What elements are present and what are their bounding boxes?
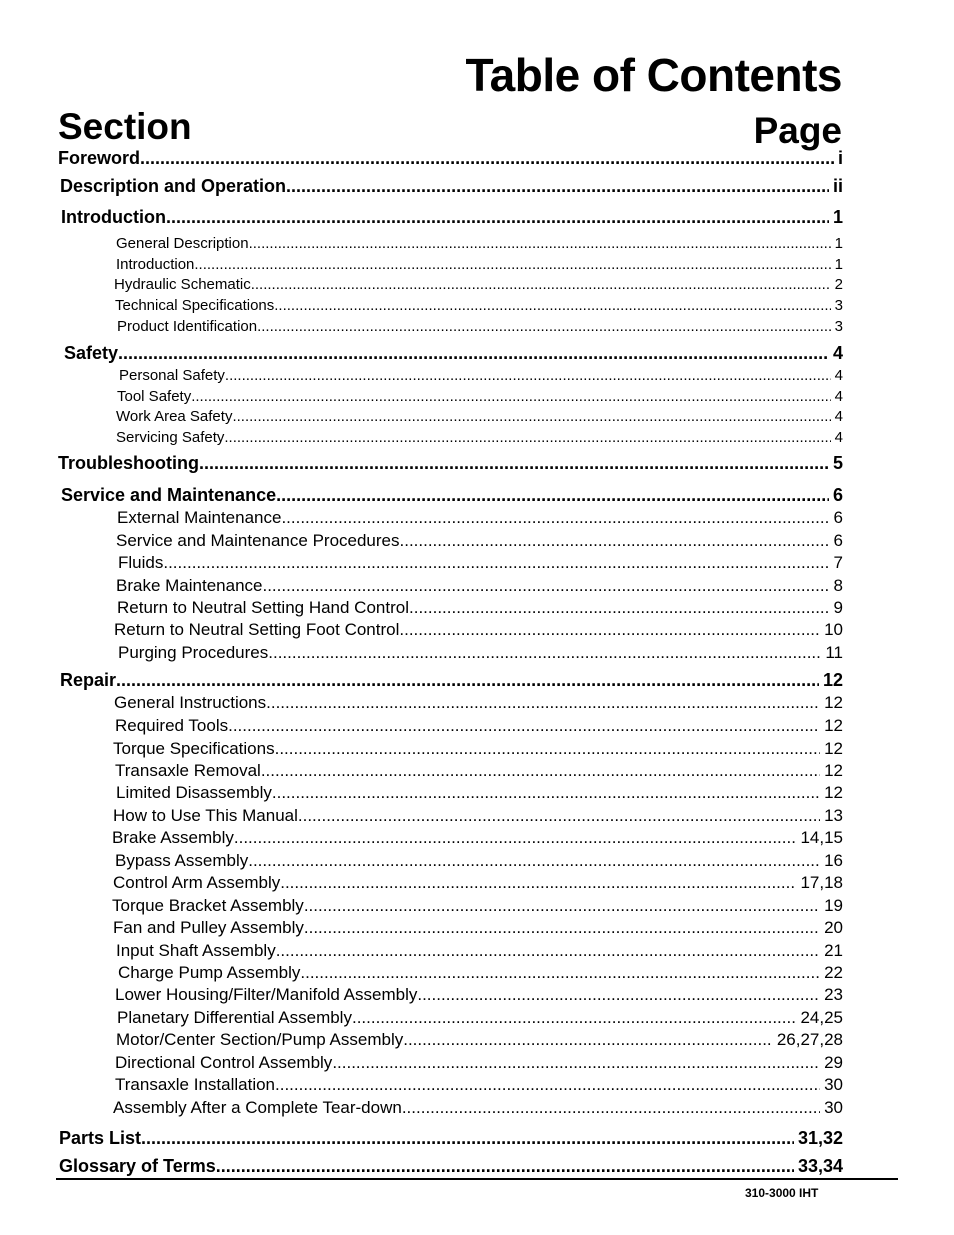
- page-column-header: Page: [753, 110, 842, 151]
- dot-leader: [402, 1098, 820, 1118]
- toc-entry-label: Charge Pump Assembly: [118, 963, 301, 982]
- toc-subentry[interactable]: [118, 643, 843, 663]
- dot-leader: [225, 367, 831, 384]
- toc-subentry[interactable]: [116, 429, 843, 446]
- dot-leader: [228, 716, 820, 736]
- toc-subentry[interactable]: [118, 553, 843, 573]
- toc-subentry[interactable]: [116, 783, 843, 803]
- toc-subentry[interactable]: [113, 806, 843, 826]
- toc-subentry[interactable]: [113, 873, 843, 893]
- toc-entry-label: Safety: [64, 343, 119, 363]
- dot-leader: [268, 643, 821, 663]
- toc-entry[interactable]: [61, 207, 843, 228]
- toc-subentry[interactable]: [112, 828, 843, 848]
- toc-subentry[interactable]: [117, 318, 843, 335]
- toc-entry-page: 12: [822, 670, 843, 690]
- toc-entry-page: 6: [833, 508, 843, 527]
- toc-entry-page: 29: [824, 1053, 843, 1072]
- toc-entry-page: 7: [833, 553, 843, 572]
- toc-entry-page: 13: [824, 806, 843, 825]
- toc-subentry[interactable]: [119, 367, 843, 384]
- toc-subentry[interactable]: [115, 1053, 843, 1073]
- toc-subentry[interactable]: [116, 576, 843, 596]
- dot-leader: [281, 508, 829, 528]
- dot-leader: [140, 148, 834, 169]
- toc-entry-page: i: [837, 148, 843, 168]
- toc-entry-label: Torque Specifications: [113, 739, 275, 758]
- toc-subentry[interactable]: [115, 1075, 843, 1095]
- toc-entry-label: Return to Neutral Setting Foot Control: [114, 620, 400, 639]
- toc-entry[interactable]: [58, 453, 843, 474]
- toc-entry-page: 6: [832, 485, 843, 505]
- toc-entry-page: 3: [834, 318, 843, 335]
- dot-leader: [118, 343, 829, 364]
- dot-leader: [275, 1075, 820, 1095]
- dot-leader: [304, 896, 820, 916]
- dot-leader: [298, 806, 820, 826]
- toc-entry-page: 26,27,28: [776, 1030, 843, 1049]
- toc-entry-page: 4: [834, 388, 843, 405]
- toc-entry-page: ii: [832, 176, 843, 196]
- toc-subentry[interactable]: [115, 297, 843, 314]
- toc-entry-page: 2: [834, 276, 843, 293]
- toc-subentry[interactable]: [116, 941, 843, 961]
- toc-entry-label: Personal Safety: [119, 367, 225, 384]
- dot-leader: [141, 1128, 794, 1149]
- toc-entry-label: Required Tools: [115, 716, 229, 735]
- toc-subentry[interactable]: [113, 739, 843, 759]
- dot-leader: [216, 1156, 794, 1177]
- toc-entry[interactable]: [59, 1156, 843, 1177]
- dot-leader: [262, 576, 829, 596]
- toc-entry-page: 12: [824, 739, 843, 758]
- toc-entry[interactable]: [61, 485, 843, 506]
- toc-entry-label: Purging Procedures: [118, 643, 269, 662]
- dot-leader: [300, 963, 820, 983]
- toc-entry[interactable]: [60, 670, 843, 691]
- toc-entry-page: 4: [834, 367, 843, 384]
- toc-entry-page: 14,15: [800, 828, 843, 847]
- toc-entry-page: 20: [824, 918, 843, 937]
- toc-entry-page: 31,32: [797, 1128, 843, 1148]
- toc-entry-page: 4: [832, 343, 843, 363]
- toc-entry-label: Directional Control Assembly: [115, 1053, 333, 1072]
- toc-entry-page: 33,34: [797, 1156, 843, 1176]
- toc-entry-label: Assembly After a Complete Tear-down: [113, 1098, 402, 1117]
- toc-entry-label: External Maintenance: [117, 508, 282, 527]
- dot-leader: [248, 851, 820, 871]
- toc-entry-page: 21: [824, 941, 843, 960]
- toc-entry[interactable]: [64, 343, 843, 364]
- toc-entry-label: Service and Maintenance: [61, 485, 277, 505]
- toc-entry-page: 30: [824, 1098, 843, 1117]
- dot-leader: [276, 485, 829, 506]
- toc-entry[interactable]: [59, 1128, 843, 1149]
- toc-entry[interactable]: [58, 148, 843, 169]
- toc-entry-label: Glossary of Terms: [59, 1156, 216, 1176]
- toc-entry-label: Product Identification: [117, 318, 258, 335]
- toc-entry-label: General Instructions: [114, 693, 267, 712]
- toc-entry-label: Introduction: [116, 256, 195, 273]
- toc-subentry[interactable]: [115, 761, 843, 781]
- document-number: 310-3000 IHT: [745, 1186, 819, 1200]
- toc-entry-page: 23: [824, 985, 843, 1004]
- toc-entry-page: 16: [824, 851, 843, 870]
- dot-leader: [163, 553, 829, 573]
- dot-leader: [261, 761, 820, 781]
- toc-subentry[interactable]: [114, 620, 843, 640]
- dot-leader: [403, 1030, 773, 1050]
- toc-entry-label: Hydraulic Schematic: [114, 276, 251, 293]
- toc-entry-page: 30: [824, 1075, 843, 1094]
- dot-leader: [417, 985, 820, 1005]
- toc-subentry[interactable]: [114, 693, 843, 713]
- toc-subentry[interactable]: [118, 963, 843, 983]
- toc-entry-label: Input Shaft Assembly: [116, 941, 276, 960]
- toc-entry-label: Motor/Center Section/Pump Assembly: [116, 1030, 404, 1049]
- dot-leader: [399, 620, 820, 640]
- footer-rule: [56, 1178, 898, 1180]
- toc-subentry[interactable]: [112, 896, 843, 916]
- dot-leader: [224, 429, 830, 446]
- dot-leader: [251, 276, 831, 293]
- toc-entry-label: Transaxle Removal: [115, 761, 261, 780]
- toc-entry-page: 12: [824, 693, 843, 712]
- dot-leader: [257, 318, 831, 335]
- toc-entry-page: 1: [834, 235, 843, 252]
- page-title: Table of Contents: [465, 49, 842, 101]
- toc-entry-page: 1: [834, 256, 843, 273]
- dot-leader: [400, 531, 830, 551]
- dot-leader: [191, 388, 830, 405]
- toc-entry-label: Parts List: [59, 1128, 142, 1148]
- toc-subentry[interactable]: [115, 851, 843, 871]
- toc-entry-label: Service and Maintenance Procedures: [116, 531, 400, 550]
- toc-entry-page: 5: [832, 453, 843, 473]
- toc-entry-label: Work Area Safety: [116, 408, 233, 425]
- toc-entry-page: 4: [834, 408, 843, 425]
- dot-leader: [286, 176, 829, 197]
- dot-leader: [409, 598, 830, 618]
- toc-entry-page: 6: [833, 531, 843, 550]
- toc-subentry[interactable]: [115, 716, 843, 736]
- toc-entry-page: 11: [825, 643, 843, 662]
- toc-entry-page: 1: [832, 207, 843, 227]
- toc-entry-label: Planetary Differential Assembly: [117, 1008, 352, 1027]
- dot-leader: [232, 408, 830, 425]
- toc-subentry[interactable]: [116, 531, 843, 551]
- toc-entry-label: Servicing Safety: [116, 429, 225, 446]
- toc-entry-label: General Description: [116, 235, 249, 252]
- toc-entry-label: How to Use This Manual: [113, 806, 298, 825]
- dot-leader: [199, 453, 829, 474]
- toc-entry-label: Foreword: [58, 148, 141, 168]
- dot-leader: [274, 297, 830, 314]
- toc-entry-label: Bypass Assembly: [115, 851, 249, 870]
- dot-leader: [116, 670, 819, 691]
- dot-leader: [304, 918, 820, 938]
- dot-leader: [234, 828, 797, 848]
- toc-entry-label: Brake Maintenance: [116, 576, 263, 595]
- dot-leader: [276, 941, 820, 961]
- dot-leader: [275, 739, 820, 759]
- toc-subentry[interactable]: [117, 598, 843, 618]
- toc-entry-label: Control Arm Assembly: [113, 873, 281, 892]
- toc-subentry[interactable]: [115, 985, 843, 1005]
- toc-entry-label: Troubleshooting: [58, 453, 199, 473]
- dot-leader: [266, 693, 820, 713]
- dot-leader: [166, 207, 829, 228]
- toc-subentry[interactable]: [116, 408, 843, 425]
- toc-entry-label: Tool Safety: [117, 388, 192, 405]
- toc-entry-label: Lower Housing/Filter/Manifold Assembly: [115, 985, 418, 1004]
- toc-subentry[interactable]: [113, 1098, 843, 1118]
- toc-subentry[interactable]: [116, 256, 843, 273]
- toc-entry[interactable]: [60, 176, 843, 197]
- toc-entry-page: 17,18: [800, 873, 843, 892]
- dot-leader: [352, 1008, 796, 1028]
- dot-leader: [272, 783, 820, 803]
- toc-entry-page: 4: [834, 429, 843, 446]
- toc-entry-label: Repair: [60, 670, 117, 690]
- section-column-header: Section: [58, 106, 192, 147]
- toc-subentry[interactable]: [116, 235, 843, 252]
- toc-entry-page: 12: [824, 716, 843, 735]
- toc-entry-label: Transaxle Installation: [115, 1075, 276, 1094]
- toc-entry-label: Fan and Pulley Assembly: [113, 918, 304, 937]
- toc-entry-page: 22: [824, 963, 843, 982]
- toc-subentry[interactable]: [116, 1030, 843, 1050]
- toc-entry-page: 9: [833, 598, 843, 617]
- toc-subentry[interactable]: [114, 276, 843, 293]
- toc-entry-label: Return to Neutral Setting Hand Control: [117, 598, 409, 617]
- toc-subentry[interactable]: [117, 1008, 843, 1028]
- dot-leader: [280, 873, 796, 893]
- toc-entry-label: Torque Bracket Assembly: [112, 896, 304, 915]
- dot-leader: [332, 1053, 820, 1073]
- toc-entry-label: Introduction: [61, 207, 166, 227]
- dot-leader: [249, 235, 831, 252]
- toc-entry-label: Limited Disassembly: [116, 783, 272, 802]
- toc-entry-page: 12: [824, 761, 843, 780]
- toc-subentry[interactable]: [117, 388, 843, 405]
- toc-entry-page: 24,25: [800, 1008, 843, 1027]
- toc-entry-label: Technical Specifications: [115, 297, 275, 314]
- toc-entry-label: Brake Assembly: [112, 828, 234, 847]
- toc-entry-page: 3: [834, 297, 843, 314]
- toc-subentry[interactable]: [117, 508, 843, 528]
- toc-entry-label: Description and Operation: [60, 176, 287, 196]
- toc-entry-page: 19: [824, 896, 843, 915]
- toc-entry-page: 10: [824, 620, 843, 639]
- toc-entry-label: Fluids: [118, 553, 164, 572]
- toc-entry-page: 12: [824, 783, 843, 802]
- dot-leader: [194, 256, 830, 273]
- toc-subentry[interactable]: [113, 918, 843, 938]
- toc-entry-page: 8: [833, 576, 843, 595]
